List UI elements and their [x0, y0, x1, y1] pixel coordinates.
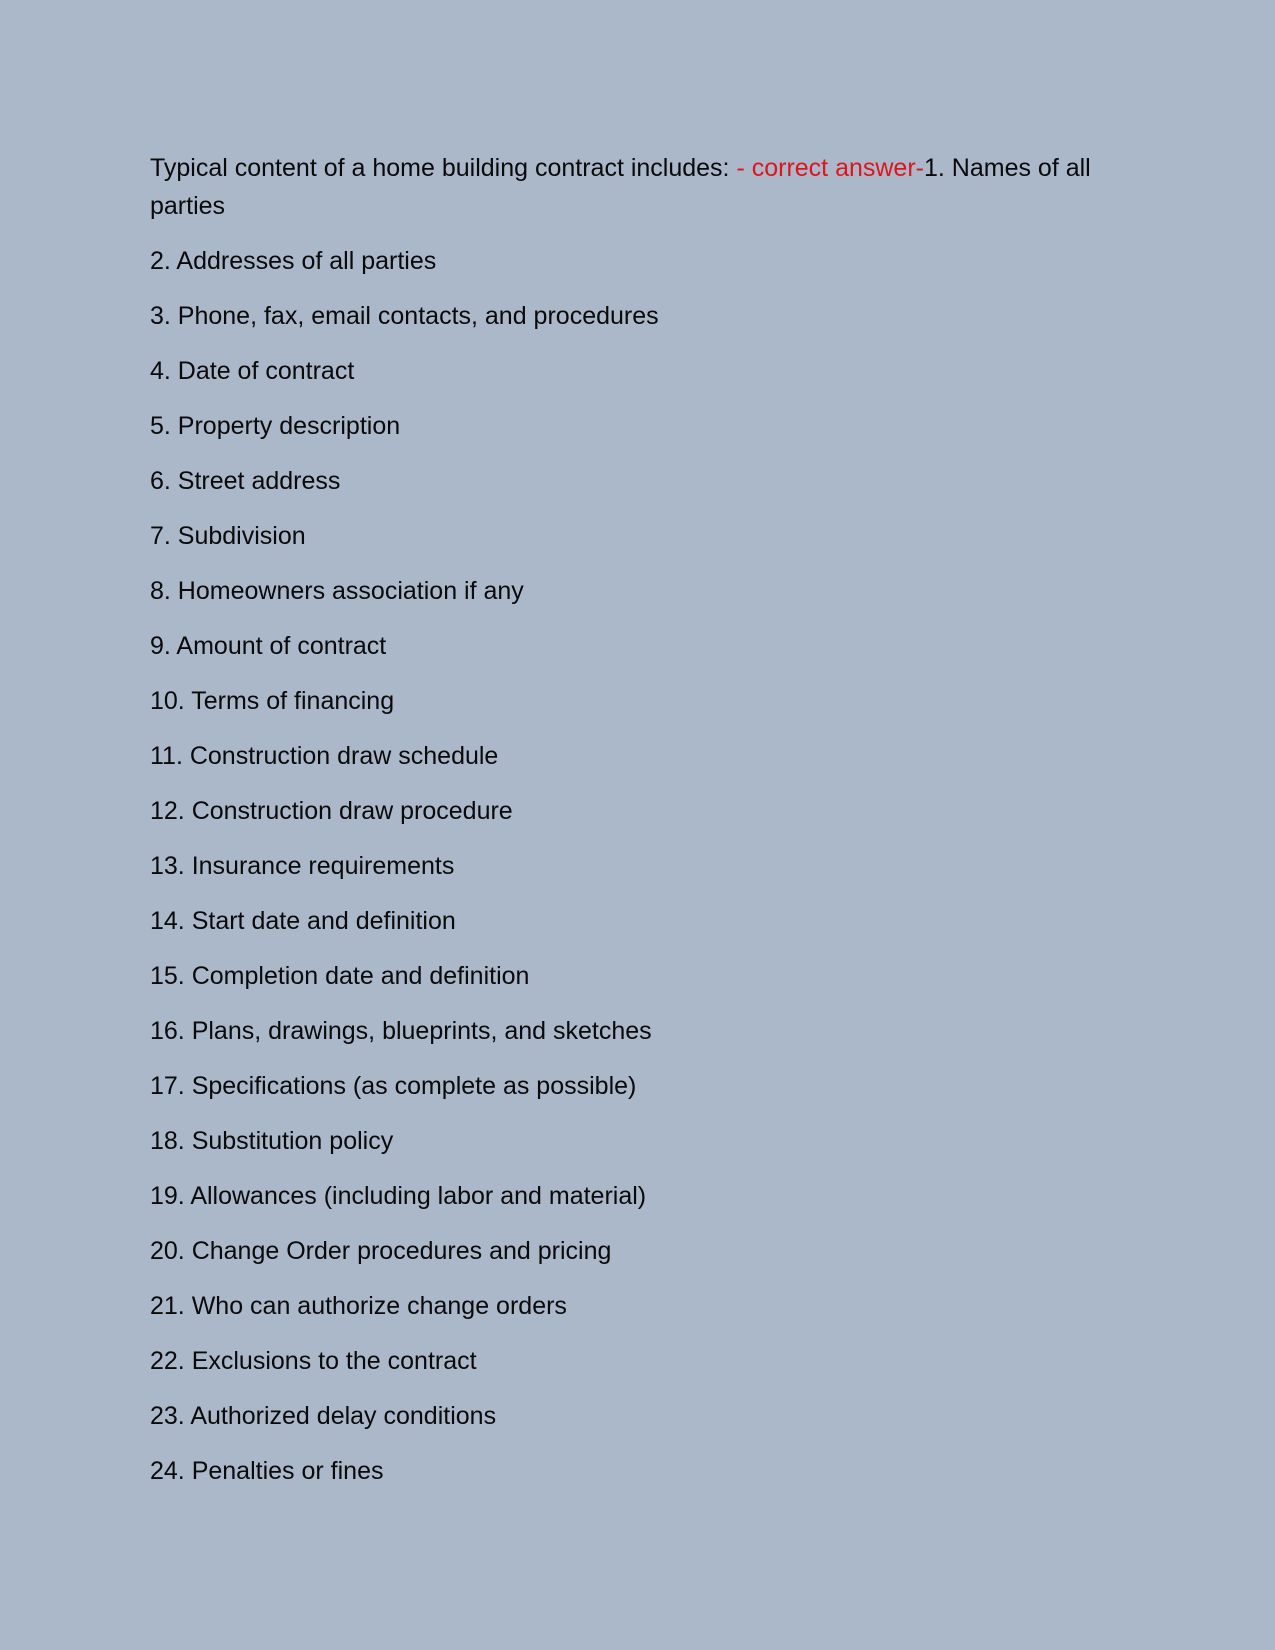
list-item: 19. Allowances (including labor and material) [150, 1182, 647, 1210]
list-item: 21. Who can authorize change orders [150, 1292, 567, 1320]
list-item: 16. Plans, drawings, blueprints, and sketches [150, 1017, 652, 1045]
list-item: 11. Construction draw schedule [150, 742, 499, 770]
answer-list [150, 242, 1110, 1490]
list-item: 14. Start date and definition [150, 907, 456, 935]
list-item: 12. Construction draw procedure [150, 797, 513, 825]
list-item: 10. Terms of financing [150, 687, 395, 715]
list-item: 7. Subdivision [150, 522, 306, 550]
list-item: 2. Addresses of all parties [150, 247, 437, 275]
answer-marker: - correct answer- [736, 154, 924, 182]
document-page [150, 149, 1110, 1490]
list-item: 3. Phone, fax, email contacts, and procedures [150, 302, 659, 330]
list-item: 4. Date of contract [150, 357, 355, 385]
list-item: 24. Penalties or fines [150, 1457, 384, 1485]
question-paragraph [150, 149, 1110, 225]
list-item: 23. Authorized delay conditions [150, 1402, 497, 1430]
list-item: 5. Property description [150, 412, 401, 440]
list-item: 18. Substitution policy [150, 1127, 394, 1155]
list-item: 22. Exclusions to the contract [150, 1347, 477, 1375]
list-item: 17. Specifications (as complete as possible) [150, 1072, 637, 1100]
first-answer-item: 1. Names of all parties [150, 154, 1091, 220]
list-item: 8. Homeowners association if any [150, 577, 524, 605]
question-text: Typical content of a home building contract includes: [150, 154, 737, 182]
list-item: 15. Completion date and definition [150, 962, 530, 990]
list-item: 13. Insurance requirements [150, 852, 455, 880]
list-item: 20. Change Order procedures and pricing [150, 1237, 612, 1265]
list-item: 9. Amount of contract [150, 632, 387, 660]
list-item: 6. Street address [150, 467, 341, 495]
